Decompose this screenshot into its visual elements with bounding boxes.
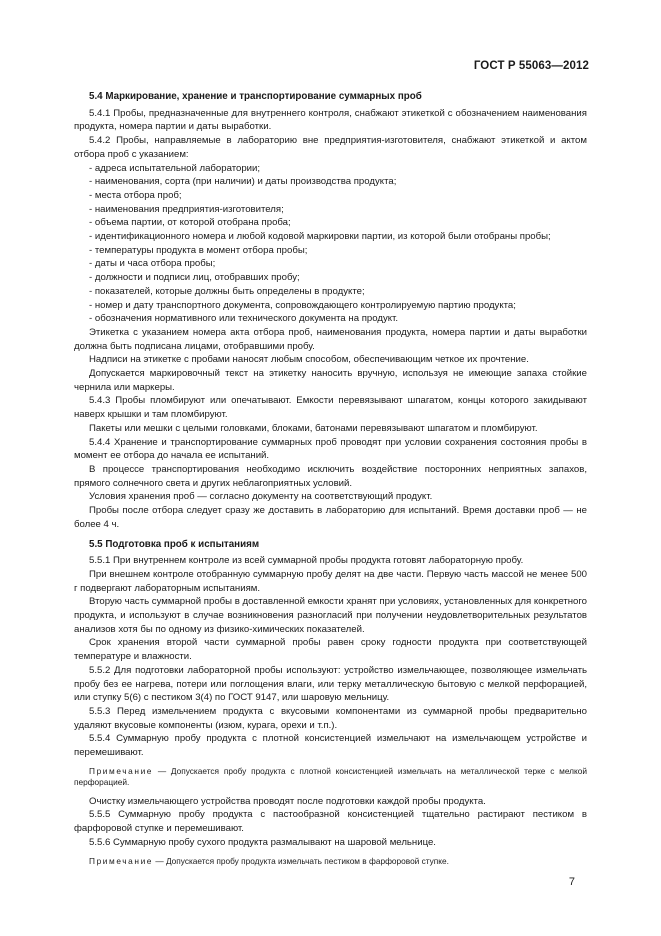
paragraph: Пакеты или мешки с целыми головками, блоками, батонами перевязывают шпагатом и пломбируют. (89, 422, 538, 434)
paragraph: Очистку измельчающего устройства проводят после подготовки каждой пробы продукта. (89, 795, 486, 807)
paragraph: При внешнем контроле отобранную суммарную пробу делят на две части. Первую часть массой не менее 500 г подвергают лабораторным испытаниям. (74, 568, 587, 594)
list-item: - даты и часа отбора пробы; (89, 258, 216, 270)
paragraph: Вторую часть суммарной пробы в доставленной емкости хранят при условиях, установленных для конкретного продукта, и используют в случае возникновения разногласий при получении неудовлетворительных результатов анализов хотя бы по одному из физико-химических показателей. (74, 596, 587, 635)
note-label: Примечание (89, 765, 154, 776)
paragraph: 5.4.3 Пробы пломбируют или опечатывают. Емкости перевязывают шпагатом, концы которого закидывают наверх крышки и там пломбируют. (74, 395, 587, 421)
note (74, 766, 587, 789)
list-item: - наименования, сорта (при наличии) и даты производства продукта; (89, 176, 397, 188)
note-text: — Допускается пробу продукта с плотной консистенцией измельчать на металлической терке с мелкой перфорацией. (74, 765, 587, 788)
paragraph: Допускается маркировочный текст на этикетку наносить вручную, используя не имеющие запаха стойкие чернила или маркеры. (74, 368, 587, 393)
requirements-list (74, 162, 587, 326)
document-id: ГОСТ Р 55063—2012 (473, 60, 589, 72)
paragraph: В процессе транспортирования необходимо исключить воздействие посторонних неприятных запахов, прямого солнечного света и других неблагоприятных условий. (74, 463, 587, 489)
paragraph: 5.5.2 Для подготовки лабораторной пробы используют: устройство измельчающее, позволяющее измельчать пробу без ее нагрева, потери или поглощения влаги, или терку металлическую бытовую с мелкой перфорацией, или ступку 5(6) с пестиком 3(4) по ГОСТ 9147, или шаровую мельницу. (74, 664, 587, 704)
paragraph: 5.4.2 Пробы, направляемые в лабораторию вне предприятия-изготовителя, снабжают этикеткой и актом отбора проб с указанием: (74, 135, 587, 160)
paragraph: Пробы после отбора следует сразу же доставить в лабораторию для испытаний. Время доставки проб — не более 4 ч. (74, 505, 587, 530)
list-item: - показателей, которые должны быть определены в продукте; (89, 285, 365, 297)
page-body (74, 90, 587, 867)
paragraph: Срок хранения второй части суммарной пробы равен сроку годности продукта при соответствующей температуре и влажности. (74, 637, 587, 663)
list-item: - номер и дату транспортного документа, сопровождающего контролируемую партию продукта; (89, 299, 516, 311)
paragraph: 5.5.5 Суммарную пробу продукта с пастообразной консистенцией тщательно растирают пестиком в фарфоровой ступке и перемешивают. (74, 809, 587, 835)
list-item: - должности и подписи лиц, отобравших пробу; (89, 272, 300, 284)
note-text: — Допускается пробу продукта измельчать пестиком в фарфоровой ступке. (153, 855, 449, 866)
note (74, 856, 587, 868)
list-item: - места отбора проб; (89, 189, 182, 201)
list-item: - температуры продукта в момент отбора пробы; (89, 244, 308, 256)
paragraph: 5.5.6 Суммарную пробу сухого продукта размалывают на шаровой мельнице. (89, 836, 436, 848)
list-item: - адреса испытательной лаборатории; (89, 162, 261, 174)
paragraph: Надписи на этикетке с пробами наносят любым способом, обеспечивающим четкое их прочтение. (89, 354, 529, 366)
paragraph: 5.4.4 Хранение и транспортирование суммарных проб проводят при условии сохранения состояния пробы в момент ее отбора до начала ее испытаний. (74, 436, 587, 462)
paragraph: 5.5.1 При внутреннем контроле из всей суммарной пробы продукта готовят лабораторную пробу. (89, 555, 524, 567)
list-item: - обозначения нормативного или технического документа на продукт. (89, 313, 399, 325)
note-label: Примечание (89, 855, 154, 866)
paragraph: Условия хранения проб — согласно документу на соответствующий продукт. (89, 491, 433, 503)
page-number: 7 (568, 876, 575, 888)
section-heading-5-4: 5.4 Маркирование, хранение и транспортирование суммарных проб (89, 91, 422, 102)
paragraph: Этикетка с указанием номера акта отбора проб, наименования продукта, номера партии и даты выработки должна быть подписана лицами, отобравшими пробу. (74, 326, 587, 352)
list-item: - объема партии, от которой отобрана проба; (89, 217, 291, 229)
section-heading-5-5: 5.5 Подготовка проб к испытаниям (89, 538, 260, 550)
paragraph: 5.5.3 Перед измельчением продукта с вкусовыми компонентами из суммарной пробы предварительно удаляют вкусовые компоненты (изюм, курага, орехи и т.п.). (74, 705, 587, 731)
list-item: - наименования предприятия-изготовителя; (89, 203, 284, 215)
paragraph: 5.5.4 Суммарную пробу продукта с плотной консистенцией измельчают на измельчающем устройстве и перемешивают. (74, 733, 587, 759)
list-item: - идентификационного номера и любой кодовой маркировки партии, из которой были отобраны пробы; (89, 231, 551, 243)
paragraph: 5.4.1 Пробы, предназначенные для внутреннего контроля, снабжают этикеткой с обозначением наименования продукта, номера партии и даты выработки. (74, 107, 587, 133)
